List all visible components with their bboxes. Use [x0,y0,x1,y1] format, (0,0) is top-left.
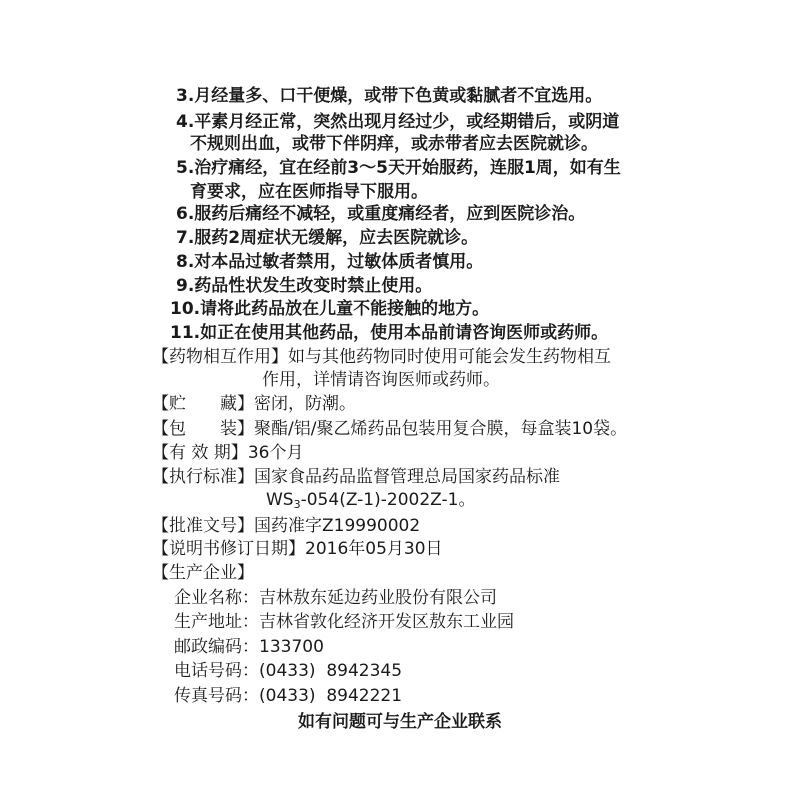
package-row [152,418,627,440]
storage-row [152,393,356,415]
storage-value: 密闭，防潮。 [254,394,356,414]
company-postcode-row [174,636,324,658]
precaution-4: 4.平素月经正常，突然出现月经过少，或经期错后，或阴道 [176,112,620,132]
company-fax-value: (0433) 8942221 [259,686,403,706]
company-postcode-label: 邮政编码： [174,637,259,657]
revision-label: 【说明书修订日期】 [152,539,305,559]
storage-label: 【贮 藏】 [152,394,254,414]
revision-value: 2016年05月30日 [305,539,443,559]
precaution-9: 9.药品性状发生改变时禁止使用。 [176,276,433,296]
precaution-11: 11.如正在使用其他药品，使用本品前请咨询医师或药师。 [170,323,609,343]
package-label: 【包 装】 [152,419,254,439]
footer-note: 如有问题可与生产企业联系 [298,712,502,732]
validity-label: 【有 效 期】 [152,443,248,463]
company-address-value: 吉林省敦化经济开发区敖东工业园 [259,612,514,632]
interaction-cont: 作用，详情请咨询医师或药师。 [262,370,500,390]
company-name-value: 吉林敖东延边药业股份有限公司 [259,588,497,608]
standard-code-suffix: -054(Z-1)-2002Z-1。 [300,490,476,510]
standard-code-subscript: 3 [293,498,301,511]
approval-row [152,515,420,537]
interaction-value: 如与其他药物同时使用可能会发生药物相互 [288,347,611,367]
revision-row [152,538,443,560]
company-fax-row [174,685,402,707]
precaution-5: 5.治疗痛经，宜在经前3～5天开始服药，连服1周，如有生 [176,158,621,178]
standard-value: 国家食品药品监督管理总局国家药品标准 [254,467,560,487]
manufacturer-heading: 【生产企业】 [152,563,254,583]
precaution-5-cont: 育要求，应在医师指导下服用。 [190,182,428,202]
approval-value: 国药准字Z19990002 [254,516,421,536]
validity-row [152,442,303,464]
company-name-row [174,587,497,609]
company-phone-label: 电话号码： [174,661,259,681]
precaution-8: 8.对本品过敏者禁用，过敏体质者慎用。 [176,252,484,272]
company-name-label: 企业名称： [174,588,259,608]
precaution-3: 3.月经量多、口干便燥，或带下色黄或黏腻者不宜选用。 [176,86,603,106]
company-phone-value: (0433) 8942345 [259,661,403,681]
precaution-4-cont: 不规则出血，或带下伴阴痒，或赤带者应去医院就诊。 [190,134,598,154]
approval-label: 【批准文号】 [152,516,254,536]
interaction-label: 【药物相互作用】 [152,347,288,367]
company-phone-row [174,660,402,682]
company-address-row [174,611,514,633]
validity-value: 36个月 [247,443,304,463]
standard-code-prefix: WS [266,490,294,510]
precaution-6: 6.服药后痛经不减轻，或重度痛经者，应到医院诊治。 [176,204,586,224]
standard-label: 【执行标准】 [152,467,254,487]
interaction-row [152,346,611,368]
company-address-label: 生产地址： [174,612,259,632]
precaution-10: 10.请将此药品放在儿童不能接触的地方。 [170,299,490,319]
package-value: 聚酯/铝/聚乙烯药品包装用复合膜，每盒装10袋。 [254,419,628,439]
standard-code [266,489,475,516]
company-postcode-value: 133700 [259,637,324,657]
company-fax-label: 传真号码： [174,686,259,706]
precaution-7: 7.服药2周症状无缓解，应去医院就诊。 [176,228,479,248]
standard-row [152,466,560,488]
